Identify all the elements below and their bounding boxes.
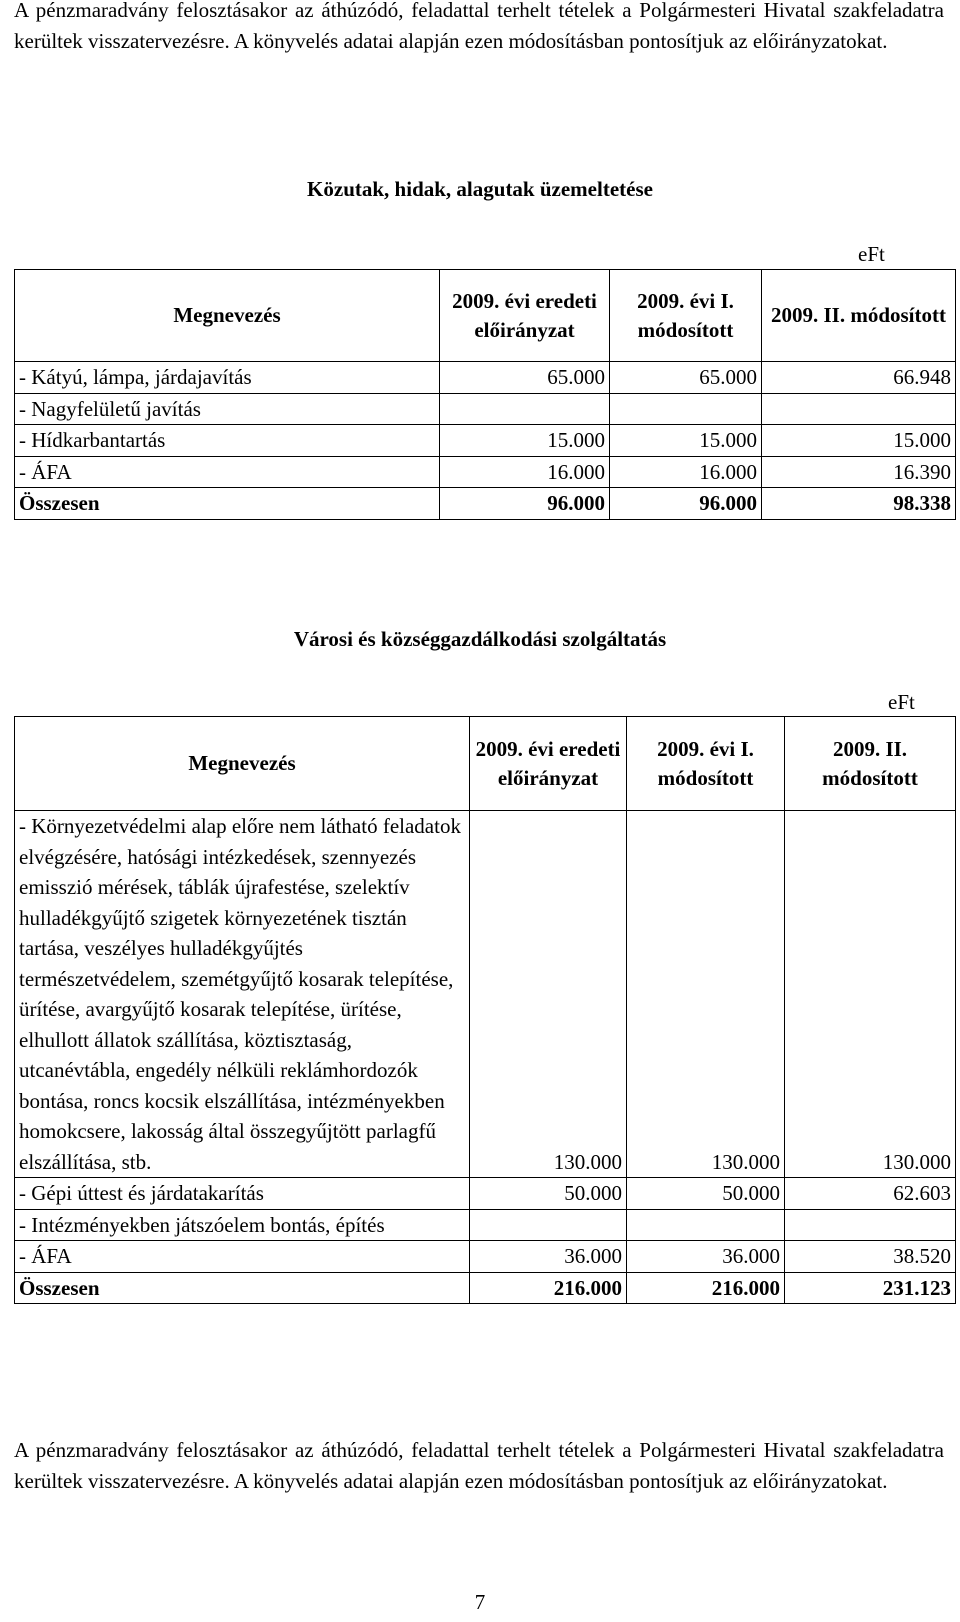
row-value <box>610 393 762 425</box>
row-name: - Intézményekben játszóelem bontás, építés <box>15 1209 470 1241</box>
table-row <box>15 456 956 488</box>
total-value: 216.000 <box>470 1272 627 1304</box>
table-row <box>15 1178 956 1210</box>
table-row <box>15 393 956 425</box>
total-value: 96.000 <box>440 488 610 520</box>
header-original: 2009. évi eredeti előirányzat <box>440 270 610 362</box>
row-name: - Gépi úttest és járdatakarítás <box>15 1178 470 1210</box>
row-value <box>762 393 956 425</box>
table-header-row <box>15 717 956 811</box>
row-value: 15.000 <box>440 425 610 457</box>
header-original: 2009. évi eredeti előirányzat <box>470 717 627 811</box>
table-row <box>15 1209 956 1241</box>
header-mod-2: 2009. II. módosított <box>762 270 956 362</box>
row-value: 62.603 <box>785 1178 956 1210</box>
row-value: 65.000 <box>440 362 610 394</box>
table-row <box>15 362 956 394</box>
row-value: 50.000 <box>627 1178 785 1210</box>
table-row <box>15 425 956 457</box>
row-value: 16.000 <box>440 456 610 488</box>
table-header-row <box>15 270 956 362</box>
page-number: 7 <box>474 1590 486 1614</box>
row-value: 36.000 <box>470 1241 627 1273</box>
row-value <box>440 393 610 425</box>
row-value: 36.000 <box>627 1241 785 1273</box>
table-1-title: Közutak, hidak, alagutak üzemeltetése <box>307 177 653 201</box>
row-name: - ÁFA <box>15 456 440 488</box>
row-value: 16.390 <box>762 456 956 488</box>
row-value <box>627 1209 785 1241</box>
row-value: 15.000 <box>610 425 762 457</box>
table-2-title: Városi és községgazdálkodási szolgáltatás <box>293 627 667 651</box>
row-name: - Hídkarbantartás <box>15 425 440 457</box>
intro-paragraph: A pénzmaradvány felosztásakor az áthúzódó, feladattal terhelt tételek a Polgármesteri Hivatal szakfeladatra kerültek visszatervezésre. A könyvelés adatai alapján ezen módosításban pontosítjuk az előirányzatokat. <box>14 0 944 53</box>
table-2 <box>14 716 956 1304</box>
row-value: 130.000 <box>785 811 956 1178</box>
header-mod-1: 2009. évi I. módosított <box>610 270 762 362</box>
table-row <box>15 811 956 1178</box>
row-value: 38.520 <box>785 1241 956 1273</box>
outro-paragraph: A pénzmaradvány felosztásakor az áthúzódó, feladattal terhelt tételek a Polgármesteri Hivatal szakfeladatra kerültek visszatervezésre. A könyvelés adatai alapján ezen módosításban pontosítjuk az előirányzatokat. <box>14 1438 944 1493</box>
total-value: 96.000 <box>610 488 762 520</box>
row-value: 130.000 <box>627 811 785 1178</box>
header-mod-1: 2009. évi I. módosított <box>627 717 785 811</box>
table-2-unit: eFt <box>888 690 915 714</box>
table-row <box>15 1241 956 1273</box>
header-name: Megnevezés <box>15 717 470 811</box>
total-value: 98.338 <box>762 488 956 520</box>
row-value: 16.000 <box>610 456 762 488</box>
header-name: Megnevezés <box>15 270 440 362</box>
total-row <box>15 488 956 520</box>
row-name: - ÁFA <box>15 1241 470 1273</box>
total-label: Összesen <box>15 1272 470 1304</box>
header-mod-2: 2009. II. módosított <box>785 717 956 811</box>
total-label: Összesen <box>15 488 440 520</box>
row-value: 50.000 <box>470 1178 627 1210</box>
table-1 <box>14 269 956 520</box>
total-value: 231.123 <box>785 1272 956 1304</box>
row-name: - Kátyú, lámpa, járdajavítás <box>15 362 440 394</box>
row-value: 65.000 <box>610 362 762 394</box>
row-value <box>470 1209 627 1241</box>
total-row <box>15 1272 956 1304</box>
row-value: 130.000 <box>470 811 627 1178</box>
row-name: - Nagyfelületű javítás <box>15 393 440 425</box>
table-1-unit: eFt <box>858 242 885 266</box>
row-name: - Környezetvédelmi alap előre nem látható feladatok elvégzésére, hatósági intézkedések, szennyezés emisszió mérések, táblák újrafestése, szelektív hulladékgyűjtő szigetek környezetének tisztán tartása, veszélyes hulladékgyűjtés természetvédelem, szemétgyűjtő kosarak telepítése, ürítése, avargyűjtő kosarak telepítése, ürítése, elhullott állatok szállítása, köztisztaság, utcanévtábla, engedély nélküli reklámhordozók bontása, roncs kocsik elszállítása, intézményekben homokcsere, lakosság által összegyűjtött parlagfű elszállítása, stb. <box>15 811 470 1178</box>
row-value: 66.948 <box>762 362 956 394</box>
row-value: 15.000 <box>762 425 956 457</box>
row-value <box>785 1209 956 1241</box>
total-value: 216.000 <box>627 1272 785 1304</box>
